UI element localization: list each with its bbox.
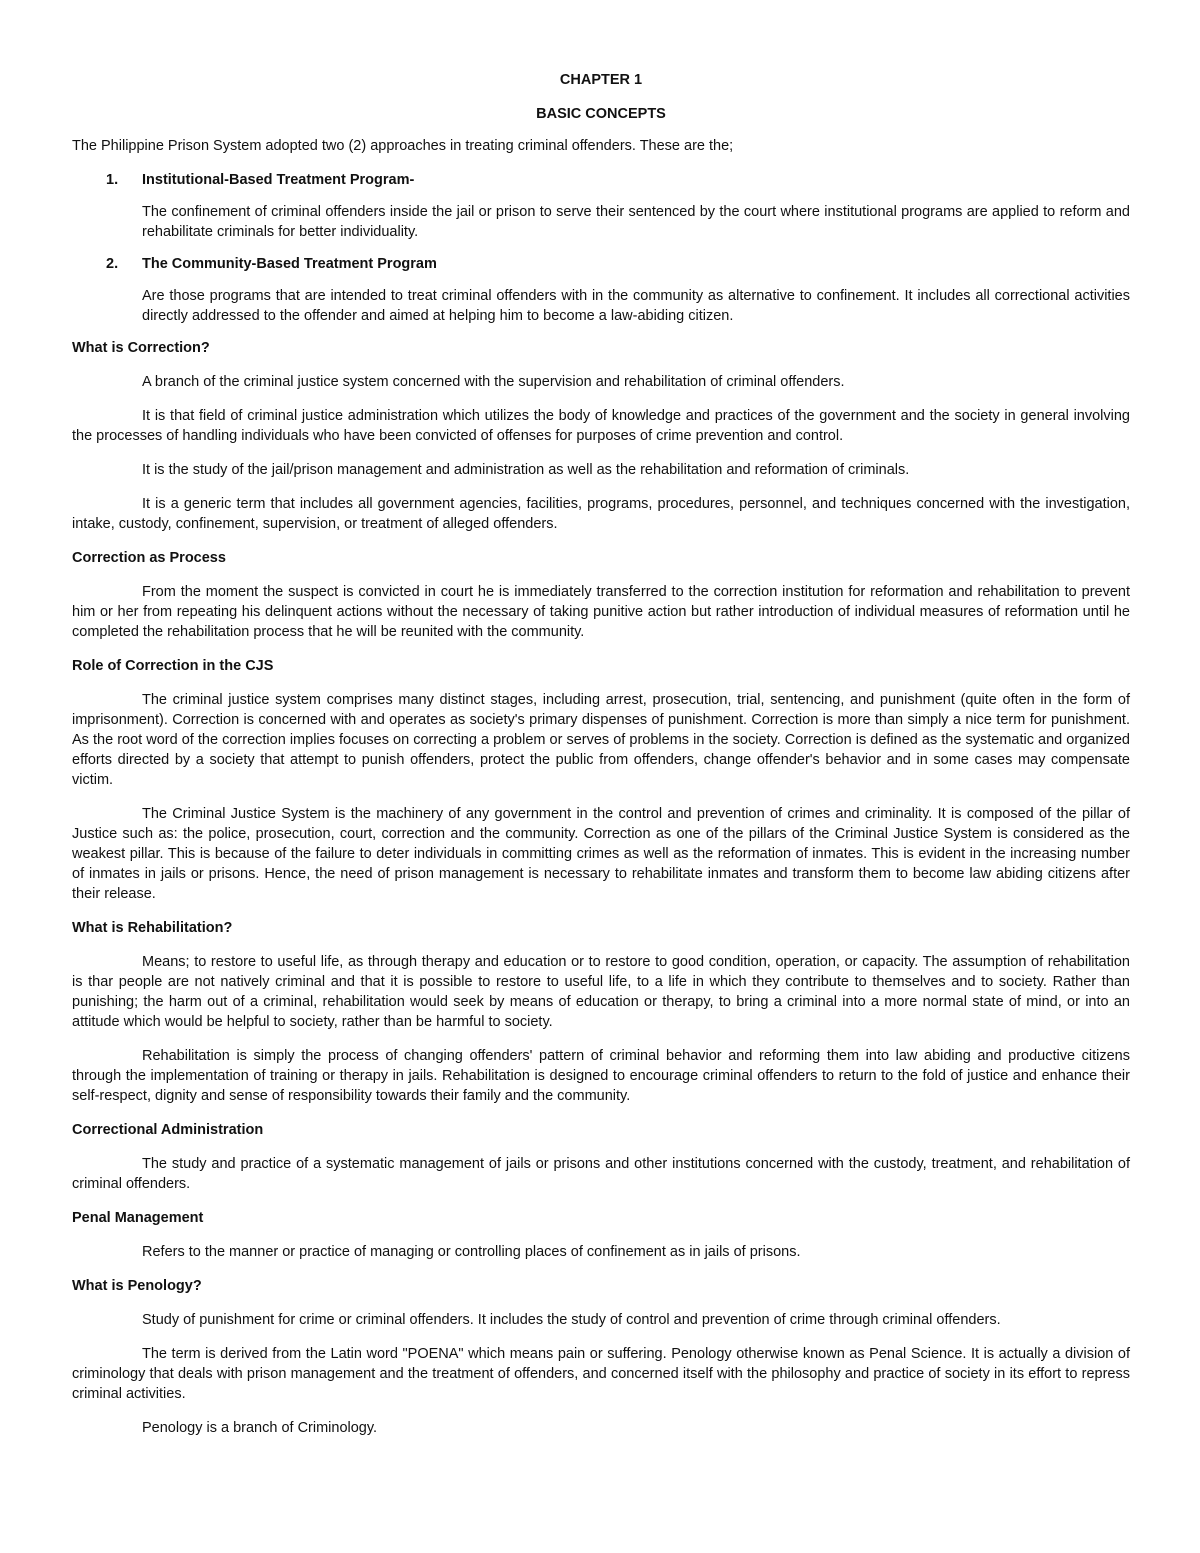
section-heading-correctional-administration: Correctional Administration bbox=[72, 1122, 264, 1138]
document-content bbox=[72, 62, 1130, 1452]
approach-heading bbox=[72, 254, 1130, 274]
paragraph: A branch of the criminal justice system concerned with the supervision and rehabilitation of criminal offenders. bbox=[142, 374, 845, 390]
section-heading-penal-management: Penal Management bbox=[72, 1210, 204, 1226]
paragraph: The criminal justice system comprises many distinct stages, including arrest, prosecution, trial, sentencing, and punishment (quite often in the form of imprisonment). Correction is concerned with and operates as society's primary dispenses of punishment. Correction is more than simply a nice term for punishment. As the root word of the correction implies focuses on correcting a problem or serves of problems in the society. Correction is defined as the systematic and organized efforts directed by a society that attempt to punish offenders, protect the public from offenders, change offender's behavior and in some cases may compensate victim. bbox=[72, 692, 1130, 788]
paragraph: It is the study of the jail/prison management and administration as well as the rehabilitation and reformation of criminals. bbox=[142, 462, 910, 478]
approach-number: 2. bbox=[106, 256, 119, 272]
paragraph: Study of punishment for crime or criminal offenders. It includes the study of control and prevention of crime through criminal offenders. bbox=[142, 1312, 1001, 1328]
approach-title: Institutional-Based Treatment Program- bbox=[142, 172, 415, 188]
section-heading-process: Correction as Process bbox=[72, 550, 226, 566]
paragraph: The study and practice of a systematic management of jails or prisons and other institutions concerned with the custody, treatment, and rehabilitation of criminal offenders. bbox=[72, 1156, 1130, 1192]
approach-item bbox=[72, 170, 1130, 242]
section-heading-role: Role of Correction in the CJS bbox=[72, 658, 274, 674]
paragraph: Refers to the manner or practice of managing or controlling places of confinement as in jails of prisons. bbox=[142, 1244, 801, 1260]
section-heading-rehabilitation: What is Rehabilitation? bbox=[72, 920, 233, 936]
chapter-title: CHAPTER 1 bbox=[559, 72, 643, 88]
paragraph: Penology is a branch of Criminology. bbox=[142, 1420, 378, 1436]
chapter-subtitle: BASIC CONCEPTS bbox=[536, 106, 666, 122]
section-heading-correction: What is Correction? bbox=[72, 340, 210, 356]
approach-item bbox=[72, 254, 1130, 326]
paragraph: The term is derived from the Latin word "POENA" which means pain or suffering. Penology otherwise known as Penal Science. It is actually a division of criminology that deals with prison management and the treatment of offenders, and concerned itself with the philosophy and practice of society in its effort to repress criminal activities. bbox=[72, 1346, 1130, 1402]
section-heading-penology: What is Penology? bbox=[72, 1278, 202, 1294]
approach-heading bbox=[72, 170, 1130, 190]
paragraph: It is a generic term that includes all government agencies, facilities, programs, procedures, personnel, and techniques concerned with the investigation, intake, custody, confinement, supervision, or treatment of alleged offenders. bbox=[72, 496, 1130, 532]
paragraph: Means; to restore to useful life, as through therapy and education or to restore to good condition, operation, or capacity. The assumption of rehabilitation is thar people are not natively criminal and that it is possible to restore to useful life, to a life in which they contribute to themselves and to society. Rather than punishing; the harm out of a criminal, rehabilitation would seek by means of education or therapy, to bring a criminal into a more normal state of mind, or into an attitude which would be helpful to society, rather than be harmful to society. bbox=[72, 954, 1130, 1030]
intro-paragraph: The Philippine Prison System adopted two (2) approaches in treating criminal offenders. These are the; bbox=[72, 138, 734, 154]
approach-body: Are those programs that are intended to treat criminal offenders with in the community as alternative to confinement. It includes all correctional activities directly addressed to the offender and aimed at helping him to become a law-abiding citizen. bbox=[142, 288, 1130, 324]
approach-number: 1. bbox=[106, 172, 119, 188]
approach-title: The Community-Based Treatment Program bbox=[142, 256, 437, 272]
paragraph: Rehabilitation is simply the process of changing offenders' pattern of criminal behavior and reforming them into law abiding and productive citizens through the implementation of training or therapy in jails. Rehabilitation is designed to encourage criminal offenders to return to the fold of justice and enhance their self-respect, dignity and sense of responsibility towards their family and the community. bbox=[72, 1048, 1130, 1104]
approach-body: The confinement of criminal offenders inside the jail or prison to serve their sentenced by the court where institutional programs are applied to reform and rehabilitate criminals for better individuality. bbox=[142, 204, 1130, 240]
paragraph: From the moment the suspect is convicted in court he is immediately transferred to the correction institution for reformation and rehabilitation to prevent him or her from repeating his delinquent actions without the necessary of taking punitive action but rather introduction of individual measures of reformation until he completed the rehabilitation process that he will be reunited with the community. bbox=[72, 584, 1130, 640]
paragraph: The Criminal Justice System is the machinery of any government in the control and prevention of crimes and criminality. It is composed of the pillar of Justice such as: the police, prosecution, court, correction and the community. Correction as one of the pillars of the Criminal Justice System is considered as the weakest pillar. This is because of the failure to deter individuals in committing crimes as well as the reformation of inmates. This is evident in the increasing number of inmates in jails or prisons. Hence, the need of prison management is necessary to rehabilitate inmates and transform them to become law abiding citizens after their release. bbox=[72, 806, 1130, 902]
paragraph: It is that field of criminal justice administration which utilizes the body of knowledge and practices of the government and the society in general involving the processes of handling individuals who have been convicted of offenses for purposes of crime prevention and control. bbox=[72, 408, 1130, 444]
